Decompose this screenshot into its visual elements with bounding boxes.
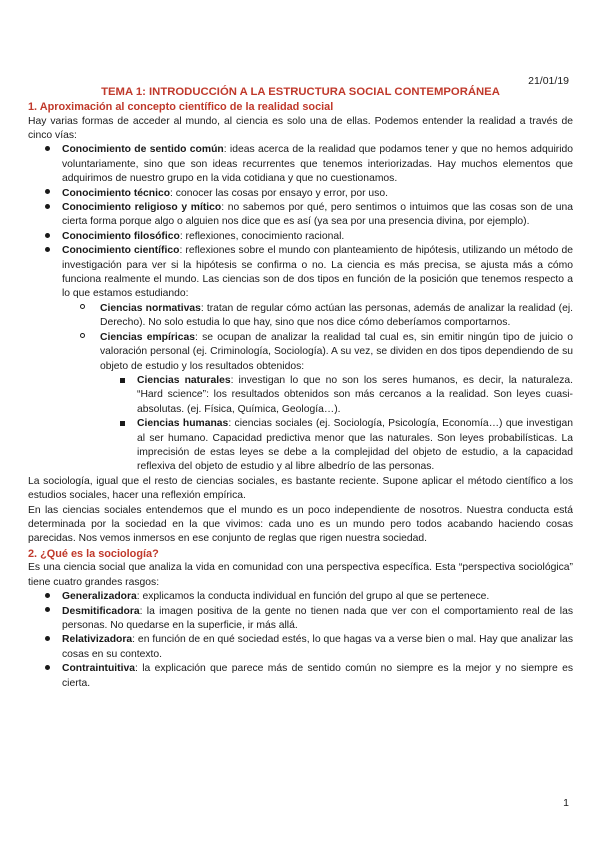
paragraph: La sociología, igual que el resto de ciencias sociales, es bastante reciente. Supone aplicar el método científico a los estudios sociales, hacer una reflexión empírica. [28, 475, 573, 502]
bullet-icon [45, 605, 50, 619]
term: Conocimiento científico [62, 245, 180, 257]
bullet-icon [45, 244, 50, 258]
circle-bullet-icon [80, 301, 85, 315]
list-item [28, 201, 573, 230]
traits-list [28, 590, 573, 691]
definition: : explicamos la conducta individual en función del grupo al que se pertenece. [136, 591, 490, 603]
knowledge-list [28, 143, 573, 474]
date: 21/01/19 [528, 75, 569, 87]
definition: : reflexiones, conocimiento racional. [179, 230, 345, 242]
list-item [28, 143, 573, 186]
circle-bullet-icon [80, 330, 85, 344]
definition: : investigan lo que no son los seres humanos, es decir, la naturaleza. “Hard science”: los resultados obtenidos son más cercanos a la realidad. Son leyes cuasi-absolutas. (ej. Física, Química, Geología…). [137, 374, 573, 415]
science-types-list [62, 302, 573, 475]
section-1-heading: 1. Aproximación al concepto científico de la realidad social [28, 101, 334, 113]
section-1-intro: Hay varias formas de acceder al mundo, al ciencia es solo una de ellas. Podemos entender la realidad a través de cinco vías: [28, 115, 573, 141]
term: Conocimiento técnico [62, 187, 171, 199]
bullet-icon [45, 230, 50, 244]
definition: : ideas acerca de la realidad que podamos tener y que no hemos adquirido voluntariamente, sino que son ideas recurrentes que tenemos interiorizadas. Hay muchos elementos que adquirimos de nuestro grupo en la vida cotidiana y que no cuestionamos. [62, 144, 573, 185]
bullet-icon [45, 633, 50, 647]
bullet-icon [45, 143, 50, 157]
list-item [28, 230, 573, 244]
definition: : ciencias sociales (ej. Sociología, Psicología, Economía…) que investigan al ser humano. Capacidad predictiva menor que las naturales. Son leyes probabilísticas. La imprecisión de estas leyes se debe a la complejidad del objeto de estudio, a la capacidad reflexiva del objeto de estudio y al libre albedrío de las personas. [137, 418, 573, 473]
term: Contraintuitiva [62, 663, 135, 675]
term: Ciencias naturales [137, 374, 231, 386]
list-item [28, 187, 573, 201]
definition: : tratan de regular cómo actúan las personas, además de analizar la realidad (ej. Derecho). No solo estudia lo que hay, sino que nos dice cómo deberíamos comportarnos. [100, 302, 573, 329]
term: Conocimiento filosófico [62, 230, 180, 242]
section-2-intro: Es una ciencia social que analiza la vida en comunidad con una perspectiva específica. Esta “perspectiva sociológica” tiene cuatro grandes rasgos: [28, 562, 573, 588]
definition: : se ocupan de analizar la realidad tal cual es, sin emitir ningún tipo de juicio o valoración personal (ej. Criminología, Sociología). A su vez, se dividen en dos tipos dependiendo de su objeto de estudio y los resultados obtenidos: [100, 331, 573, 372]
page-number: 1 [563, 797, 569, 809]
list-item [100, 417, 573, 475]
list-item [62, 302, 573, 331]
definition: : en función de en qué sociedad estés, lo que hagas va a verse bien o mal. Hay que analizar las cosas en su contexto. [62, 634, 573, 660]
term: Desmitificadora [62, 605, 140, 617]
list-item [28, 590, 573, 604]
definition: : la explicación que parece más de sentido común no siempre es la mejor y no siempre es cierta. [62, 663, 573, 689]
definition: : conocer las cosas por ensayo y error, por uso. [170, 187, 388, 199]
list-item [28, 662, 573, 691]
term: Relativizadora [62, 634, 133, 646]
bullet-icon [45, 590, 50, 604]
section-2-heading: 2. ¿Qué es la sociología? [28, 547, 159, 560]
document-body [28, 83, 573, 691]
list-item [28, 633, 573, 662]
term: Generalizadora [62, 591, 137, 603]
document-title: TEMA 1: INTRODUCCIÓN A LA ESTRUCTURA SOCIAL CONTEMPORÁNEA [101, 86, 500, 98]
list-item [28, 605, 573, 634]
term: Ciencias empíricas [100, 331, 196, 343]
list-item [28, 244, 573, 475]
square-bullet-icon [120, 417, 125, 431]
term: Conocimiento de sentido común [62, 144, 224, 156]
empirical-sciences-list [100, 374, 573, 475]
term: Ciencias humanas [137, 418, 229, 430]
definition: : no sabemos por qué, pero sentimos o intuimos que las cosas son de una cierta forma porque algo o alguien nos dice que es así (ya sea por una presencia divina, por ejemplo). [62, 202, 573, 228]
paragraph: En las ciencias sociales entendemos que el mundo es un poco independiente de nosotros. Nuestra conducta está determinada por la sociedad en la que vivimos: cada uno es un mundo pero todos acabando haciendo cosas parecidas. Nos vemos inmersos en ese conjunto de reglas que rigen nuestra sociedad. [28, 504, 573, 545]
bullet-icon [45, 662, 50, 676]
bullet-icon [45, 201, 50, 215]
list-item [100, 374, 573, 417]
term: Ciencias normativas [100, 302, 201, 314]
definition: : la imagen positiva de la gente no tienen nada que ver con el comportamiento real de las personas. No quedarse en la superficie, ir más allá. [62, 605, 573, 631]
list-item [62, 331, 573, 475]
bullet-icon [45, 187, 50, 201]
term: Conocimiento religioso y mítico [62, 202, 222, 214]
square-bullet-icon [120, 374, 125, 388]
definition: : reflexiones sobre el mundo con planteamiento de hipótesis, utilizando un método de investigación para ver si la hipótesis se confirma o no. La ciencia es más precisa, se ajusta más a cómo funciona realmente el mundo. Las ciencias son de dos tipos en función de la posición que tenemos respecto a lo que estamos estudiando: [62, 245, 573, 300]
